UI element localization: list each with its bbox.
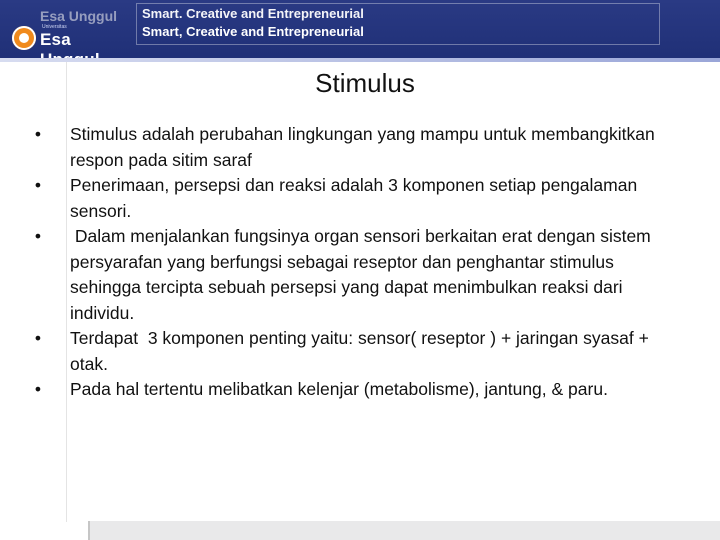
bullet-dot-icon: • [34, 175, 42, 195]
header-tagline-2: Smart, Creative and Entrepreneurial [142, 24, 364, 39]
university-logo [8, 4, 128, 54]
bullet-item [28, 377, 688, 403]
bullet-dot-icon: • [34, 124, 42, 144]
logo-brand-text: Esa [40, 30, 71, 49]
bullet-text: Penerimaan, persepsi dan reaksi adalah 3 komponen setiap pengalaman sensori. [70, 175, 638, 221]
footer-bar [88, 521, 720, 540]
header-tagline-1: Smart. Creative and Entrepreneurial [142, 6, 364, 21]
bullet-item [28, 173, 688, 224]
bullet-text: Terdapat 3 komponen penting yaitu: sensor( reseptor ) + jaringan syasaf + otak. [70, 328, 654, 374]
bullet-text: Dalam menjalankan fungsinya organ sensori berkaitan erat dengan sistem persyarafan yang berfungsi sebagai reseptor dan penghantar stimulus sehingga tercipta sebuah persepsi yang dapat menimbulkan reaksi dari individu. [70, 226, 656, 323]
bullet-item [28, 326, 688, 377]
bullet-list [28, 122, 688, 403]
logo-ghost-text: Esa Unggul [40, 8, 118, 24]
logo-emblem-icon [12, 26, 36, 50]
bullet-dot-icon: • [34, 379, 42, 399]
bullet-item [28, 224, 688, 326]
bullet-dot-icon: • [34, 226, 42, 246]
logo-tagline-small: Universitas [42, 24, 67, 30]
bullet-dot-icon: • [34, 328, 42, 348]
slide-title: Stimulus [315, 68, 415, 98]
bullet-text: Pada hal tertentu melibatkan kelenjar (metabolisme), jantung, & paru. [70, 379, 608, 399]
bullet-text: Stimulus adalah perubahan lingkungan yang mampu untuk membangkitkan respon pada sitim saraf [70, 124, 655, 170]
header-banner [0, 0, 720, 62]
header-divider [0, 58, 720, 62]
bullet-item [28, 122, 688, 173]
